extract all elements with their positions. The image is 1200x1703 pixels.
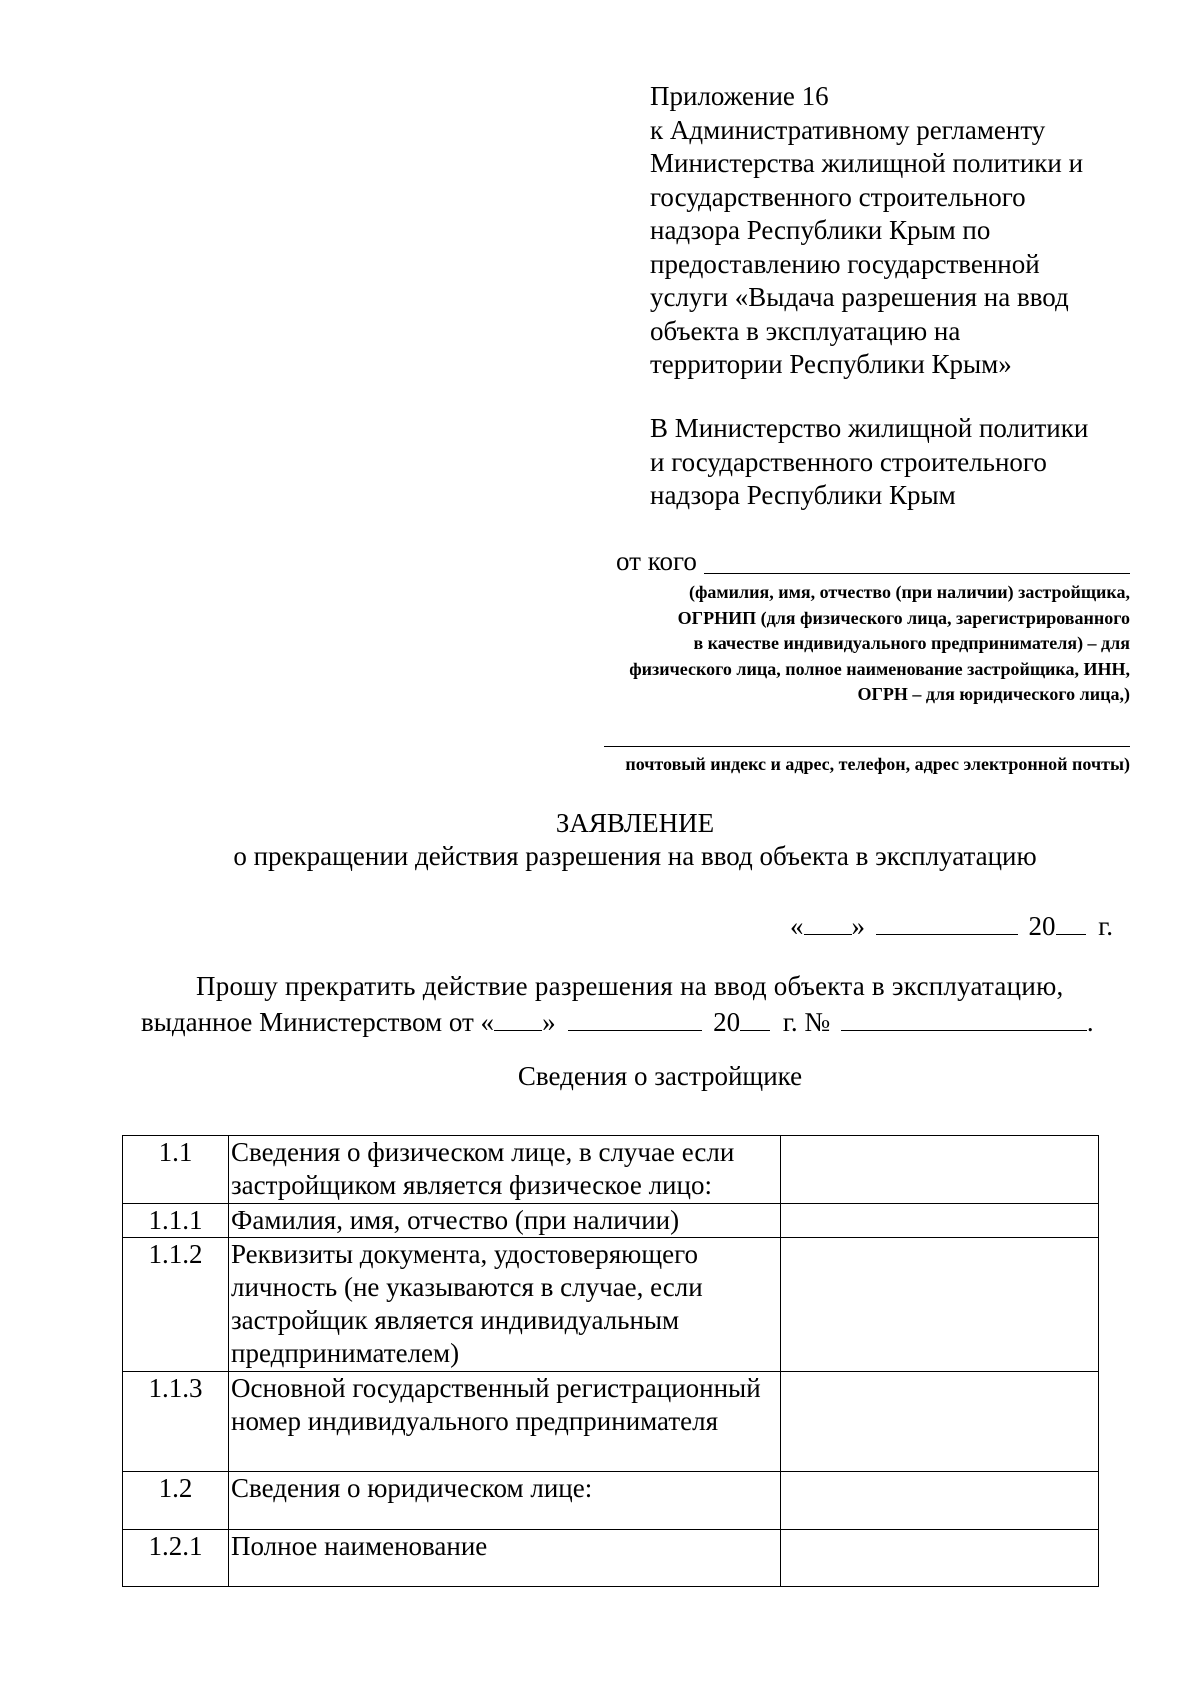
permit-year-blank[interactable] (740, 1003, 770, 1031)
appendix-line: Министерства жилищной политики и (650, 148, 1084, 178)
from-field[interactable] (616, 546, 1130, 580)
document-title: ЗАЯВЛЕНИЕ (555, 808, 715, 838)
row-number: 1.1 (123, 1136, 229, 1204)
addressee-line: и государственного строительного (650, 446, 1047, 477)
request-text-line1: Прошу прекратить действие разрешения на ввод объекта в эксплуатацию, (196, 971, 1064, 1001)
addressee-block (650, 412, 1150, 513)
row-label: Сведения о физическом лице, в случае если застройщиком является физическое лицо: (229, 1136, 781, 1204)
row-label: Фамилия, имя, отчество (при наличии) (229, 1204, 781, 1238)
appendix-line: к Административному регламенту (650, 114, 1046, 145)
addressee-line: В Министерство жилищной политики (650, 413, 1089, 443)
from-hint-line: ОГРНИП (для физического лица, зарегистрированного (677, 607, 1130, 628)
row-value-cell[interactable] (781, 1372, 1099, 1472)
from-input-line[interactable] (704, 573, 1130, 574)
from-label: от кого (616, 546, 697, 576)
row-number: 1.2 (123, 1472, 229, 1530)
appendix-header (650, 80, 1150, 382)
section-title: Сведения о застройщике (517, 1061, 803, 1091)
addressee-line: надзора Республики Крым (650, 480, 956, 510)
table-row (123, 1204, 1099, 1238)
application-date (790, 907, 1130, 941)
appendix-line: территории Республики Крым» (650, 349, 1012, 379)
permit-day-blank[interactable] (494, 1003, 542, 1031)
document-subtitle: о прекращении действия разрешения на ввод объекта в эксплуатацию (233, 841, 1037, 871)
date-day-blank[interactable] (804, 907, 852, 935)
row-label: Реквизиты документа, удостоверяющего личность (не указываются в случае, если застройщик является индивидуальным предпринимателем) (229, 1238, 781, 1372)
permit-close-quote: » (542, 1007, 556, 1037)
row-value-cell[interactable] (781, 1472, 1099, 1530)
table-row (123, 1472, 1099, 1530)
date-close-quote: » (851, 911, 865, 941)
request-issued-by: выданное Министерством от « (141, 1007, 495, 1037)
row-number: 1.2.1 (123, 1530, 229, 1587)
permit-year-prefix: 20 (713, 1007, 741, 1037)
date-year-prefix: 20 (1028, 911, 1056, 941)
row-value-cell[interactable] (781, 1204, 1099, 1238)
from-hint-line: физического лица, полное наименование застройщика, ИНН, (629, 658, 1130, 679)
row-number: 1.1.2 (123, 1238, 229, 1372)
date-month-blank[interactable] (876, 907, 1018, 935)
appendix-line: государственного строительного (650, 181, 1026, 212)
table-row (123, 1238, 1099, 1372)
permit-number-blank[interactable] (841, 1003, 1087, 1031)
date-year-suffix: г. (1098, 911, 1114, 941)
row-label: Сведения о юридическом лице: (229, 1472, 781, 1530)
developer-info-table (122, 1135, 1099, 1587)
address-input-line[interactable] (604, 746, 1130, 747)
permit-month-blank[interactable] (568, 1003, 702, 1031)
date-year-blank[interactable] (1056, 907, 1086, 935)
request-text-line2 (141, 1003, 1141, 1039)
appendix-line: предоставлению государственной (650, 248, 1040, 279)
row-label: Полное наименование (229, 1530, 781, 1587)
row-value-cell[interactable] (781, 1238, 1099, 1372)
row-value-cell[interactable] (781, 1530, 1099, 1587)
from-hint-line: ОГРН – для юридического лица,) (857, 684, 1130, 704)
appendix-line: объекта в эксплуатацию на (650, 315, 961, 346)
row-value-cell[interactable] (781, 1136, 1099, 1204)
table-row (123, 1136, 1099, 1204)
appendix-line: Приложение 16 (650, 81, 829, 111)
appendix-line: услуги «Выдача разрешения на ввод (650, 282, 1069, 312)
date-open-quote: « (790, 911, 804, 941)
permit-number-label: г. № (782, 1007, 831, 1037)
row-number: 1.1.1 (123, 1204, 229, 1238)
from-hint-line: (фамилия, имя, отчество (при наличии) застройщика, (688, 582, 1130, 602)
request-end: . (1086, 1007, 1094, 1037)
table-row (123, 1372, 1099, 1472)
from-hint-line: в качестве индивидуального предпринимателя) – для (693, 633, 1130, 653)
address-hint: почтовый индекс и адрес, телефон, адрес электронной почты) (625, 754, 1130, 774)
row-label: Основной государственный регистрационный номер индивидуального предпринимателя (229, 1372, 781, 1472)
from-hint (510, 580, 1130, 708)
row-number: 1.1.3 (123, 1372, 229, 1472)
table-row (123, 1530, 1099, 1587)
appendix-line: надзора Республики Крым по (650, 215, 991, 245)
